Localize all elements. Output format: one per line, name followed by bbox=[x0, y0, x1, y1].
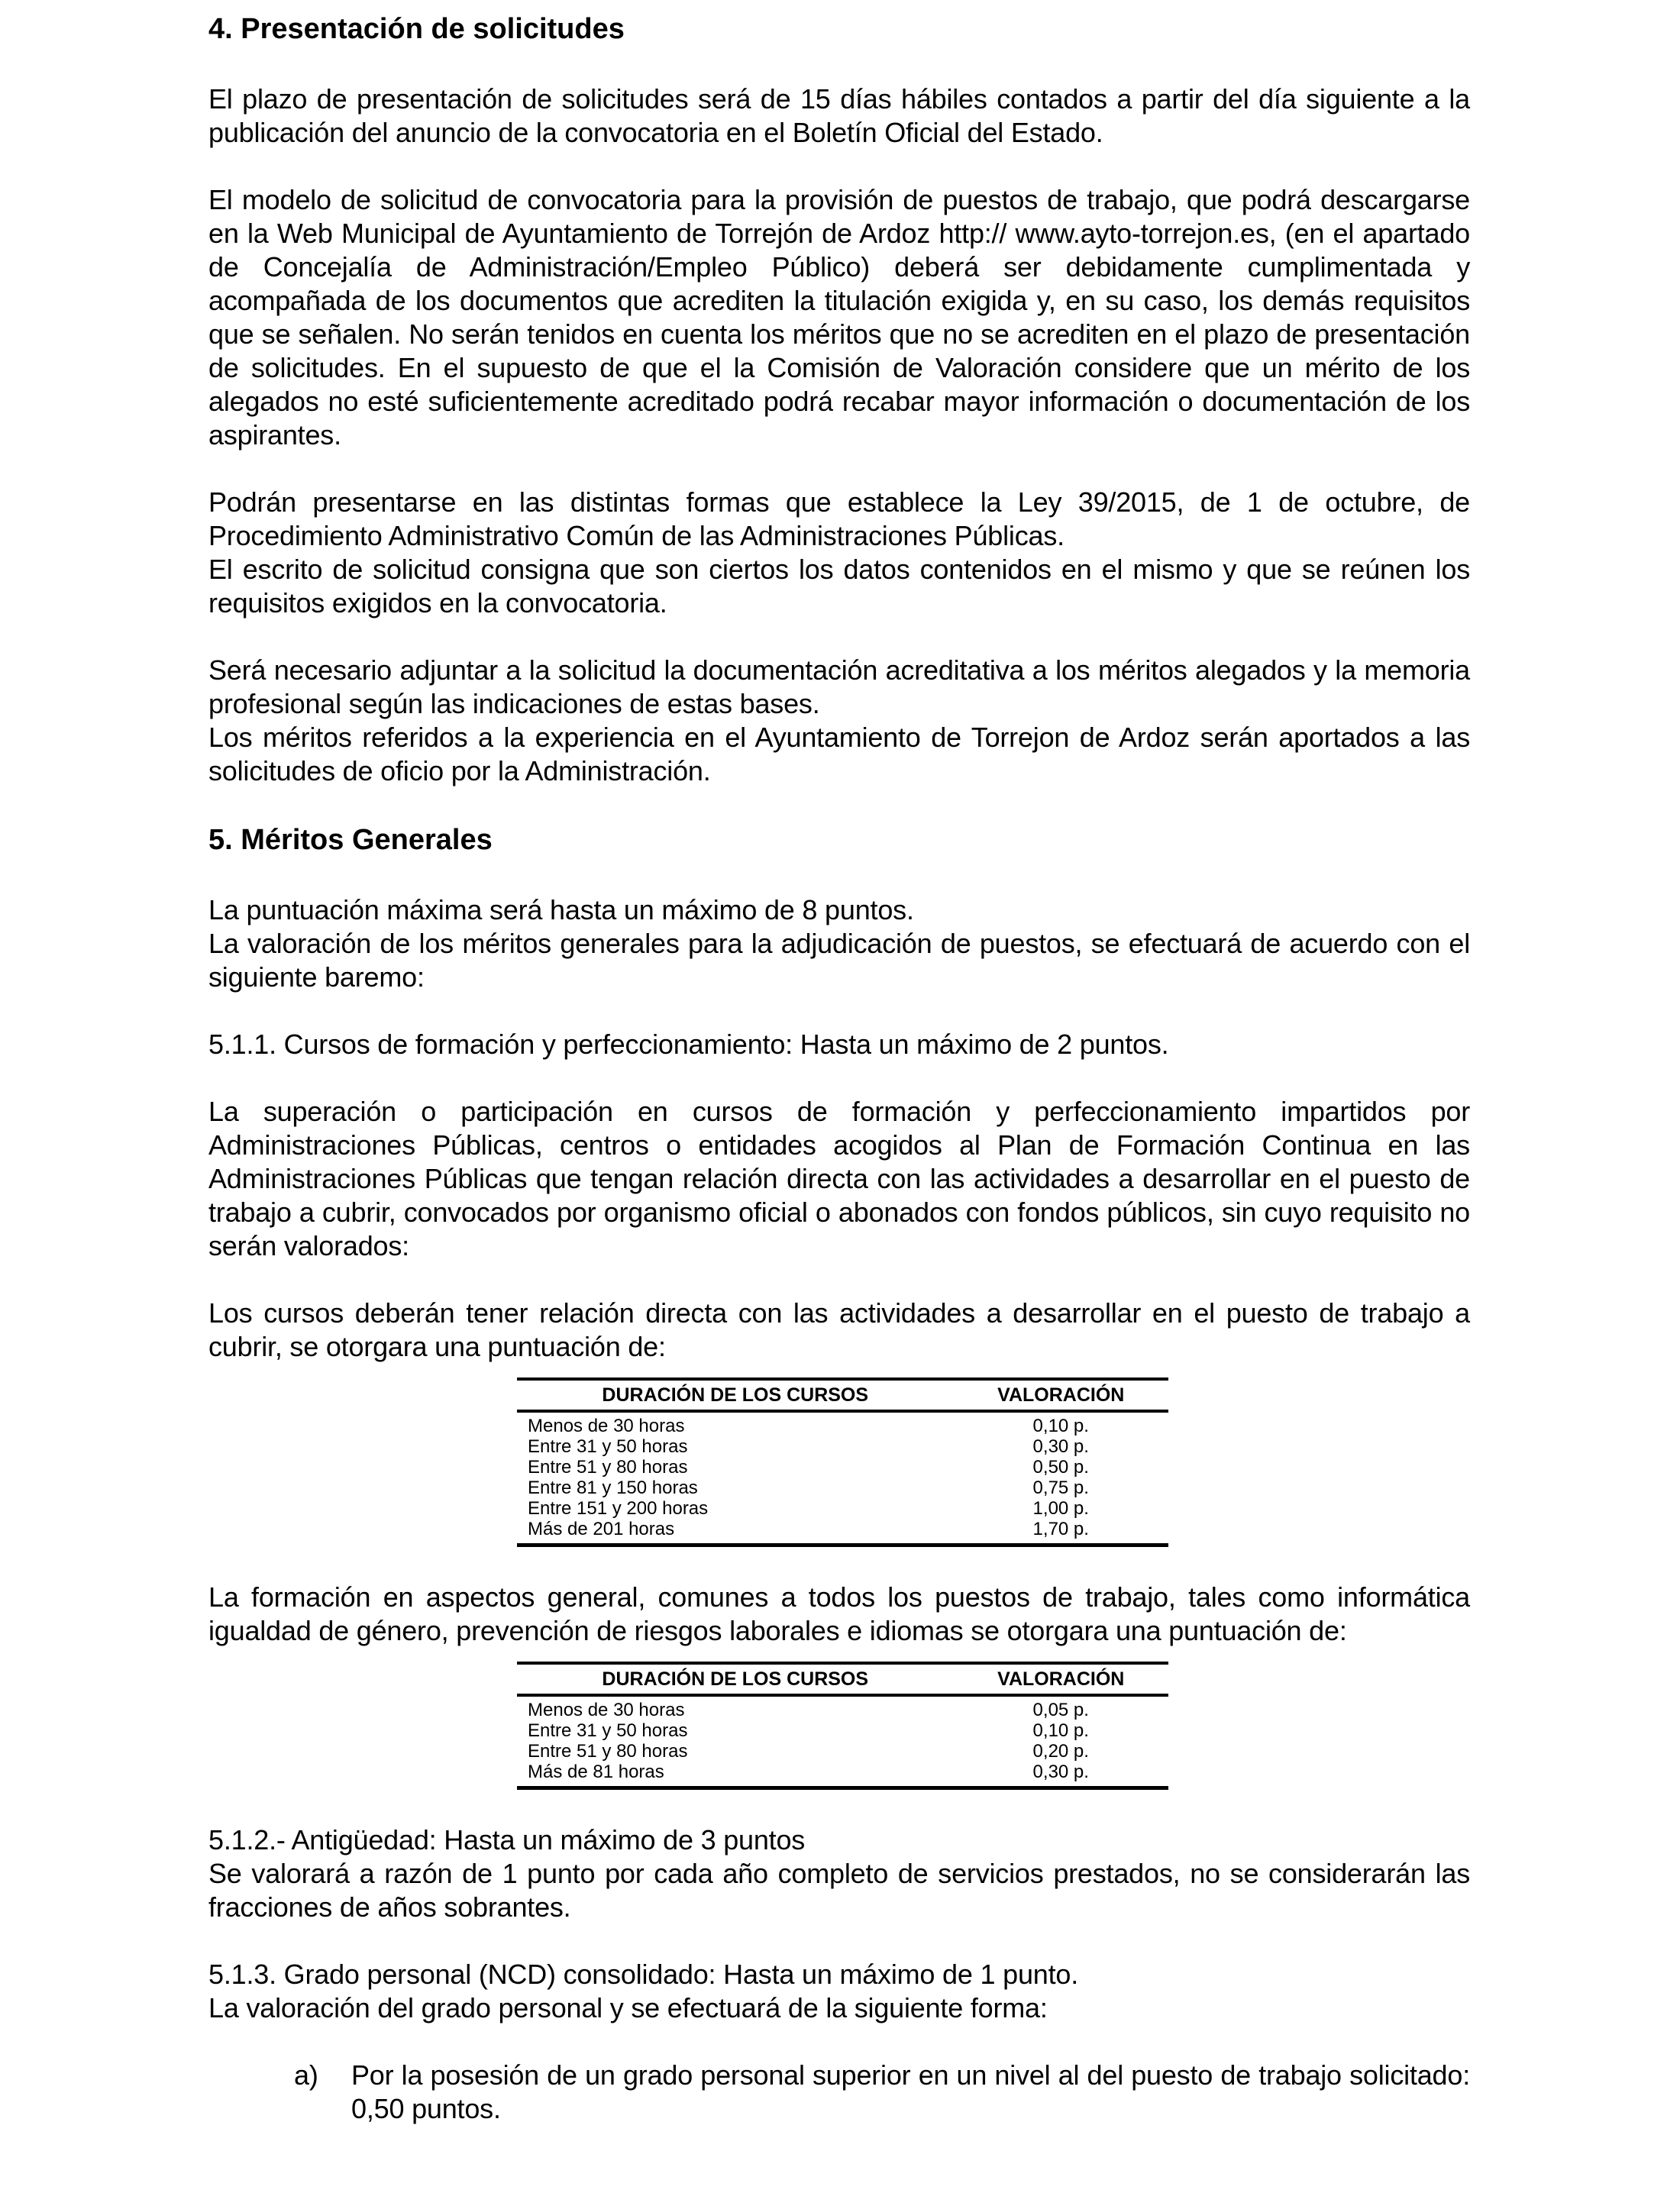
column-header-duracion: DURACIÓN DE LOS CURSOS bbox=[517, 1379, 954, 1411]
cell-valoracion: 0,30 p. bbox=[1032, 1762, 1089, 1782]
paragraph-group-grado-personal bbox=[208, 1958, 1470, 2025]
paragraph-group-presentacion-formas bbox=[208, 486, 1470, 620]
table-valoracion-cursos-generales bbox=[517, 1662, 1168, 1790]
paragraph-valoracion-meritos: La valoración de los méritos generales para la adjudicación de puestos, se efectuará de acuerdo con el siguiente baremo: bbox=[208, 928, 1470, 993]
list-item-a bbox=[208, 2059, 1470, 2126]
table-row bbox=[517, 1411, 1168, 1436]
paragraph-sera-necesario: Será necesario adjuntar a la solicitud la documentación acreditativa a los méritos alegados y la memoria profesional según las indicaciones de estas bases. bbox=[208, 654, 1470, 719]
paragraph-group-puntuacion bbox=[208, 893, 1470, 994]
column-header-valoracion: VALORACIÓN bbox=[954, 1663, 1169, 1695]
cell-valoracion: 1,00 p. bbox=[1032, 1498, 1089, 1519]
paragraph-superacion-cursos: La superación o participación en cursos de formación y perfeccionamiento impartidos por Administraciones Públicas, centros o entidades acogidos al Plan de Formación Continua en las Administraciones Públicas que tengan relación directa con las actividades a desarrollar en el puesto de trabajo a cubrir, convocados por organismo oficial o abonados con fondos públicos, sin cuyo requisito no serán valorados: bbox=[208, 1096, 1470, 1261]
table-row bbox=[517, 1436, 1168, 1457]
paragraph-cursos-relacion: Los cursos deberán tener relación directa con las actividades a desarrollar en el puesto de trabajo a cubrir, se otorgara una puntuación de: bbox=[208, 1297, 1470, 1362]
cell-duracion: Entre 151 y 200 horas bbox=[528, 1498, 709, 1519]
cell-duracion: Más de 201 horas bbox=[528, 1519, 675, 1539]
paragraph-plazo-presentacion: El plazo de presentación de solicitudes será de 15 días hábiles contados a partir del día siguiente a la publicación del anuncio de la convocatoria en el Boletín Oficial del Estado. bbox=[208, 83, 1470, 148]
paragraph-group-documentacion bbox=[208, 654, 1470, 788]
subsection-512-title: 5.1.2.- Antigüedad: Hasta un máximo de 3 puntos bbox=[208, 1824, 806, 1855]
paragraph-group-antiguedad bbox=[208, 1823, 1470, 1924]
paragraph-modelo-solicitud: El modelo de solicitud de convocatoria para la provisión de puestos de trabajo, que podrá descargarse en la Web Municipal de Ayuntamiento de Torrejón de Ardoz http:// www.ayto-torrejon.es, (en el apartado de Concejalía de Administración/Empleo Público) deberá ser debidamente cumplimentada y acompañada de los documentos que acrediten la titulación exigida y, en su caso, los demás requisitos que se señalen. No serán tenidos en cuenta los méritos que no se acrediten en el plazo de presentación de solicitudes. En el supuesto de que el la Comisión de Valoración considere que un mérito de los alegados no esté suficientemente acreditado podrá recabar mayor información o documentación de los aspirantes. bbox=[208, 184, 1470, 451]
paragraph-antiguedad-valoracion: Se valorará a razón de 1 punto por cada año completo de servicios prestados, no se considerarán las fracciones de años sobrantes. bbox=[208, 1858, 1470, 1923]
paragraph-grado-valoracion: La valoración del grado personal y se efectuará de la siguiente forma: bbox=[208, 1992, 1048, 2023]
list-item-a-text: Por la posesión de un grado personal superior en un nivel al del puesto de trabajo solicitado: 0,50 puntos. bbox=[351, 2059, 1470, 2124]
cell-valoracion: 1,70 p. bbox=[1032, 1519, 1089, 1539]
cell-valoracion: 0,20 p. bbox=[1032, 1741, 1089, 1762]
column-header-duracion: DURACIÓN DE LOS CURSOS bbox=[517, 1663, 954, 1695]
subsection-513-title: 5.1.3. Grado personal (NCD) consolidado: Hasta un máximo de 1 punto. bbox=[208, 1959, 1079, 1990]
cell-valoracion: 0,30 p. bbox=[1032, 1436, 1089, 1457]
table-header-row bbox=[517, 1379, 1168, 1411]
paragraph-escrito-solicitud: El escrito de solicitud consigna que son ciertos los datos contenidos en el mismo y que se reúnen los requisitos exigidos en la convocatoria. bbox=[208, 554, 1470, 618]
section-4-heading: 4. Presentación de solicitudes bbox=[208, 13, 625, 45]
cell-valoracion: 0,50 p. bbox=[1032, 1457, 1089, 1478]
paragraph-puntuacion-maxima: La puntuación máxima será hasta un máximo de 8 puntos. bbox=[208, 894, 914, 925]
cell-duracion: Entre 31 y 50 horas bbox=[528, 1436, 688, 1457]
table-row bbox=[517, 1720, 1168, 1741]
cell-duracion: Entre 51 y 80 horas bbox=[528, 1457, 688, 1478]
paragraph-formacion-general: La formación en aspectos general, comunes a todos los puestos de trabajo, tales como informática igualdad de género, prevención de riesgos laborales e idiomas se otorgara una puntuación de: bbox=[208, 1581, 1470, 1646]
table-header-row bbox=[517, 1663, 1168, 1695]
table-valoracion-cursos-especificos bbox=[517, 1377, 1168, 1547]
table-row bbox=[517, 1478, 1168, 1498]
table-row bbox=[517, 1519, 1168, 1545]
cell-duracion: Entre 51 y 80 horas bbox=[528, 1741, 688, 1762]
cell-duracion: Entre 31 y 50 horas bbox=[528, 1720, 688, 1741]
cell-valoracion: 0,75 p. bbox=[1032, 1478, 1089, 1498]
cell-valoracion: 0,10 p. bbox=[1032, 1416, 1089, 1436]
paragraph-podran-presentarse: Podrán presentarse en las distintas formas que establece la Ley 39/2015, de 1 de octubre, de Procedimiento Administrativo Común de las Administraciones Públicas. bbox=[208, 486, 1470, 551]
cell-duracion: Menos de 30 horas bbox=[528, 1700, 685, 1720]
table-row bbox=[517, 1457, 1168, 1478]
column-header-valoracion: VALORACIÓN bbox=[954, 1379, 1169, 1411]
section-5-heading: 5. Méritos Generales bbox=[208, 824, 493, 856]
cell-valoracion: 0,10 p. bbox=[1032, 1720, 1089, 1741]
subsection-511-title: 5.1.1. Cursos de formación y perfeccionamiento: Hasta un máximo de 2 puntos. bbox=[208, 1029, 1169, 1060]
cell-duracion: Más de 81 horas bbox=[528, 1762, 664, 1782]
cell-duracion: Entre 81 y 150 horas bbox=[528, 1478, 698, 1498]
table-row bbox=[517, 1498, 1168, 1519]
cell-valoracion: 0,05 p. bbox=[1032, 1700, 1089, 1720]
cell-duracion: Menos de 30 horas bbox=[528, 1416, 685, 1436]
list-marker-a: a) bbox=[294, 2059, 318, 2091]
table-row bbox=[517, 1741, 1168, 1762]
paragraph-meritos-experiencia: Los méritos referidos a la experiencia en el Ayuntamiento de Torrejon de Ardoz serán aportados a las solicitudes de oficio por la Administración. bbox=[208, 722, 1470, 786]
table-row bbox=[517, 1762, 1168, 1788]
table-row bbox=[517, 1695, 1168, 1720]
